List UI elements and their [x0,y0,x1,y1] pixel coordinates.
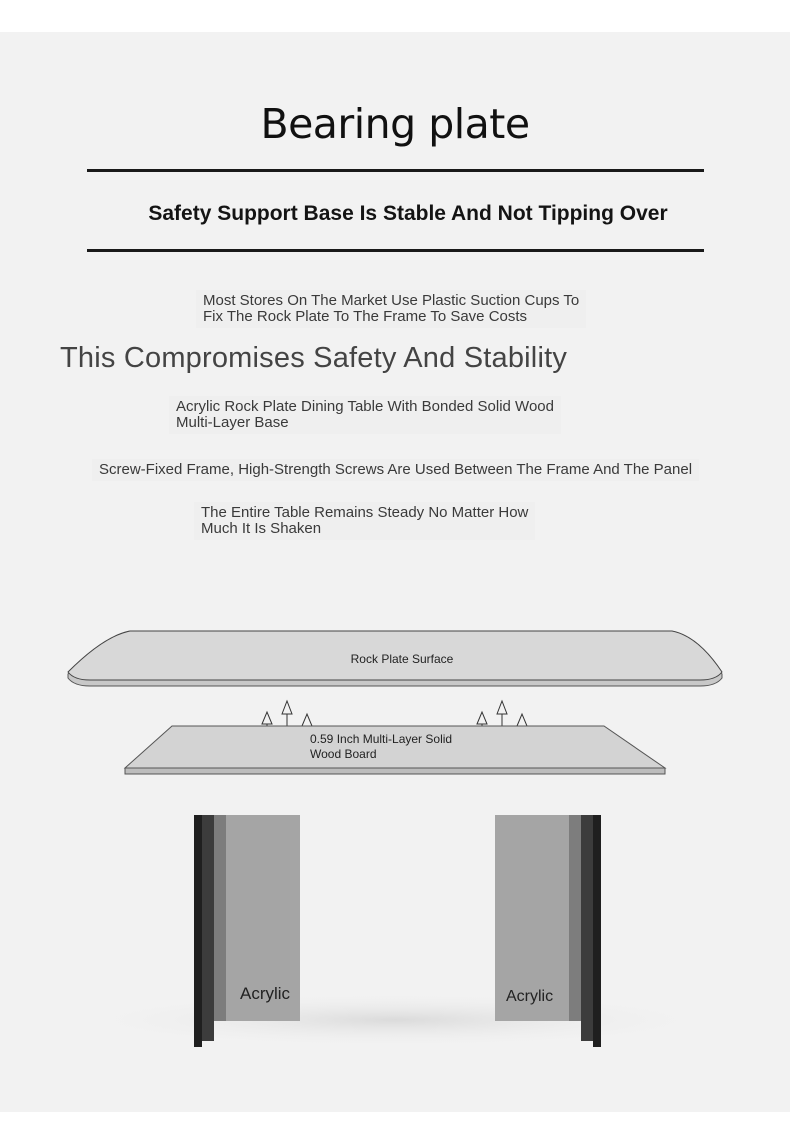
screws-note: Screw-Fixed Frame, High-Strength Screws Are Used Between The Frame And The Panel [92,459,699,481]
steady-line-1: The Entire Table Remains Steady No Matter How [201,504,529,521]
bonded-base-line-1: Acrylic Rock Plate Dining Table With Bonded Solid Wood [176,398,554,415]
rock-plate-label: Rock Plate Surface [350,652,454,666]
page-title: Bearing plate [260,100,530,148]
wood-board-label-line-1: 0.59 Inch Multi-Layer Solid [310,732,453,746]
bonded-base-line-2: Multi-Layer Base [176,414,289,431]
compromise-note: This Compromises Safety And Stability [60,342,568,374]
suction-cups-line-1: Most Stores On The Market Use Plastic Suction Cups To [203,292,580,309]
subtitle: Safety Support Base Is Stable And Not Tipping Over [148,202,668,225]
product-panel [0,32,790,1112]
wood-board [125,726,665,774]
rock-plate [68,631,722,686]
suction-cups-line-2: Fix The Rock Plate To The Frame To Save Costs [203,308,528,325]
left-acrylic-leg [194,815,300,1047]
right-acrylic-leg [495,815,601,1047]
steady-line-2: Much It Is Shaken [201,520,322,537]
floor-shadow [65,992,725,1048]
table-diagram [0,32,790,1112]
left-leg-label: Acrylic [240,984,291,1003]
right-leg-label: Acrylic [506,988,554,1005]
wood-board-label-line-2: Wood Board [310,747,377,761]
